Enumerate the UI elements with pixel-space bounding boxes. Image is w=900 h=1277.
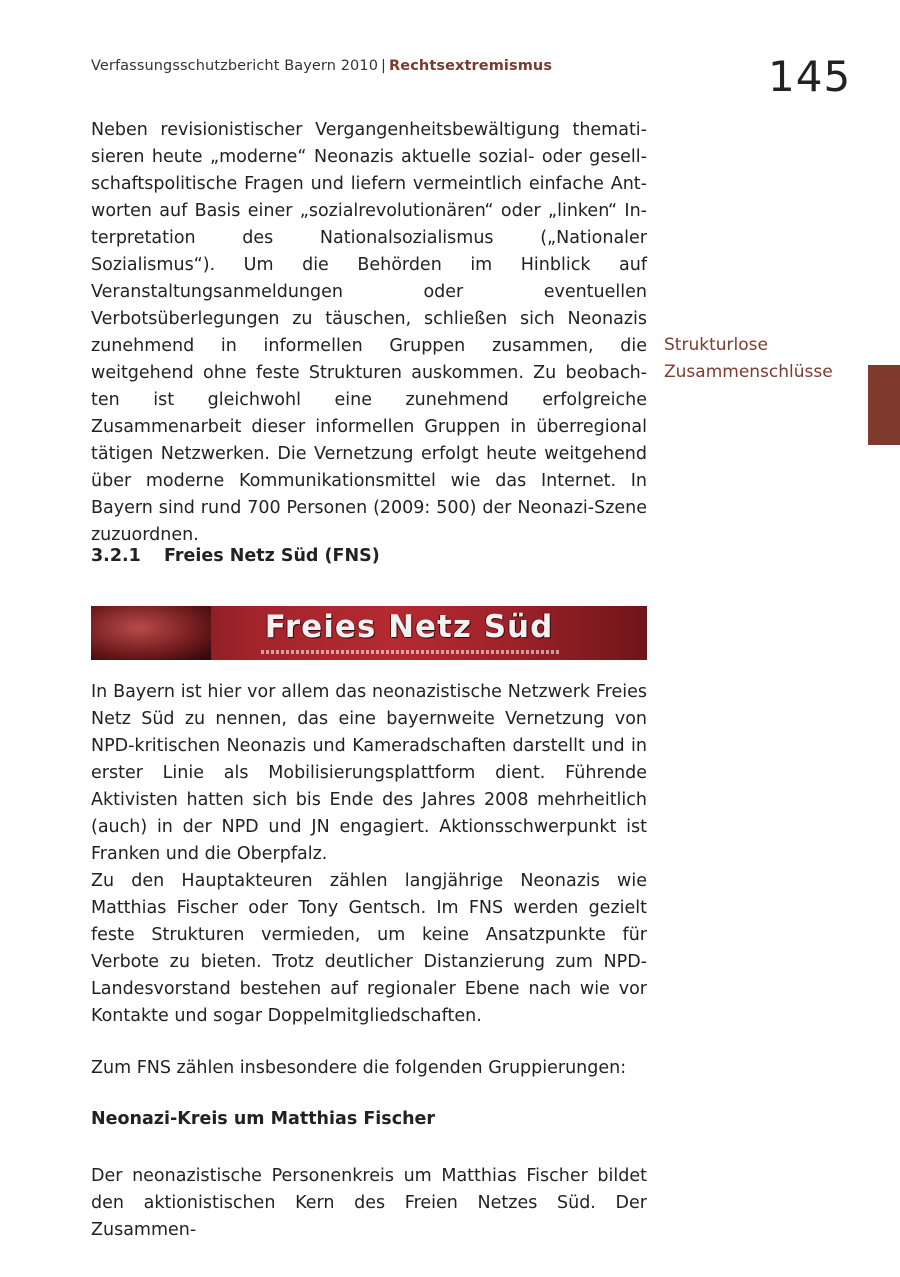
fns-banner-image bbox=[91, 606, 647, 660]
subheading: Neonazi-Kreis um Matthias Fischer bbox=[91, 1109, 436, 1129]
paragraph-fns-network bbox=[91, 679, 647, 868]
paragraph-main-actors bbox=[91, 868, 647, 1030]
paragraph-text: Neben revisionistischer Vergangenheitsbewältigung thematisieren heute „moderne“ Neonazis aktuelle sozial- oder gesellschaftspolitische Fragen und liefern vermeintlich einfache Antworten auf Basis einer „sozialrevolutionären“ oder „linken“ Interpretation des Nationalsozialismus („Nationaler Sozialismus“). Um die Behörden im Hinblick auf Veranstaltungsanmeldungen oder eventuellen Verbotsüberlegungen zu täuschen, schließen sich Neonazis zunehmend in informellen Gruppen zusammen, die weitgehend ohne feste Strukturen auskommen. Zu beobachten ist gleichwohl eine zunehmend erfolgreiche Zusammenarbeit dieser informellen Gruppen in überregional tätigen Netzwerken. Die Vernetzung erfolgt heute weitgehend über moderne Kommunikationsmittel wie das Internet. In Bayern sind rund 700 Personen (2009: 500) der Neonazi-Szene zuzuordnen. bbox=[91, 120, 647, 545]
margin-note bbox=[664, 332, 833, 386]
paragraph-text: Zu den Hauptakteuren zählen langjährige Neonazis wie Matthias Fischer oder Tony Gentsch. Im FNS werden gezielt feste Strukturen vermieden, um keine Ansatzpunkte für Verbote zu bieten. Trotz deutlicher Distanzierung zum NPD-Landesvorstand bestehen auf regionaler Ebene nach wie vor Kontakte und sogar Doppelmitgliedschaften. bbox=[91, 871, 647, 1026]
paragraph-text: Zum FNS zählen insbesondere die folgenden Gruppierungen: bbox=[91, 1058, 627, 1078]
section-title: Freies Netz Süd (FNS) bbox=[164, 546, 380, 566]
margin-note-line-2: Zusammenschlüsse bbox=[664, 362, 833, 382]
paragraph-fischer bbox=[91, 1163, 647, 1244]
paragraph-text: Der neonazistische Personenkreis um Matthias Fischer bildet den aktionistischen Kern des Freien Netzes Süd. Der Zusammen- bbox=[91, 1166, 647, 1240]
chapter-thumb-tab bbox=[868, 365, 900, 445]
paragraph-groups-intro bbox=[91, 1055, 647, 1082]
banner-title: Freies Netz Süd bbox=[264, 609, 554, 645]
running-header bbox=[91, 58, 552, 74]
paragraph-intro bbox=[91, 117, 647, 549]
margin-note-line-1: Strukturlose bbox=[664, 335, 768, 355]
header-separator: | bbox=[381, 58, 387, 74]
header-section: Rechtsextremismus bbox=[389, 58, 553, 74]
report-title: Verfassungsschutzbericht Bayern 2010 bbox=[91, 58, 379, 74]
section-heading bbox=[91, 546, 380, 566]
banner-small-print bbox=[261, 650, 561, 654]
banner-face-graphic bbox=[91, 606, 211, 660]
section-number: 3.2.1 bbox=[91, 546, 141, 566]
page-number: 145 bbox=[768, 52, 852, 101]
paragraph-text: In Bayern ist hier vor allem das neonazistische Netzwerk Freies Netz Süd zu nennen, das eine bayernweite Vernetzung von NPD-kritischen Neonazis und Kameradschaften darstellt und in erster Linie als Mobilisierungsplattform dient. Führende Aktivisten hatten sich bis Ende des Jahres 2008 mehrheitlich (auch) in der NPD und JN engagiert. Aktionsschwerpunkt ist Franken und die Oberpfalz. bbox=[91, 682, 647, 864]
